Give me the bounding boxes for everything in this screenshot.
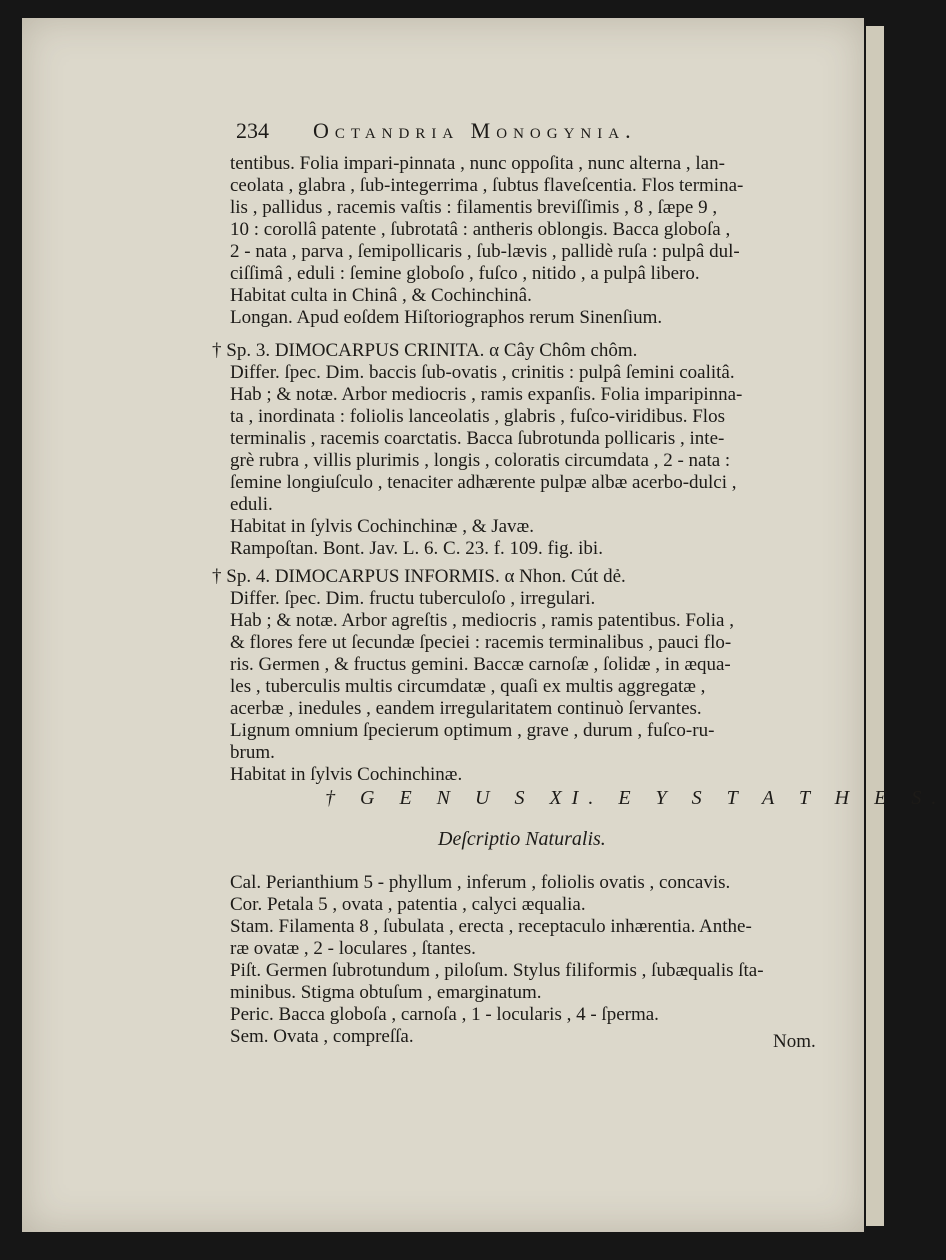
text-line: ris. Germen , & fructus gemini. Baccæ carnoſæ , ſolidæ , in æqua- <box>230 654 731 675</box>
section-subheading: Deſcriptio Naturalis. <box>438 828 606 850</box>
text-line: Habitat in ſylvis Cochinchinæ. <box>230 764 463 785</box>
running-head <box>236 118 637 144</box>
text-line: ciſſimâ , eduli : ſemine globoſo , fuſco , nitido , a pulpâ libero. <box>230 263 700 284</box>
text-line: ſemine longiuſculo , tenaciter adhærente pulpæ albæ acerbo-dulci , <box>230 472 737 493</box>
text-line: Habitat in ſylvis Cochinchinæ , & Javæ. <box>230 516 534 537</box>
text-line: brum. <box>230 742 275 763</box>
description-line: minibus. Stigma obtuſum , emarginatum. <box>230 982 542 1003</box>
text-line: acerbæ , inedules , eandem irregularitatem continuò ſervantes. <box>230 698 702 719</box>
text-line: Habitat culta in Chinâ , & Cochinchinâ. <box>230 285 532 306</box>
next-page-edge <box>866 26 884 1226</box>
description-line: Sem. Ovata , compreſſa. <box>230 1026 414 1047</box>
text-line: Differ. ſpec. Dim. fructu tuberculoſo , irregulari. <box>230 588 596 609</box>
description-line: Peric. Bacca globoſa , carnoſa , 1 - locularis , 4 - ſperma. <box>230 1004 659 1025</box>
description-line: ræ ovatæ , 2 - loculares , ſtantes. <box>230 938 476 959</box>
description-line: Cor. Petala 5 , ovata , patentia , calyci æqualia. <box>230 894 586 915</box>
text-line: Hab ; & notæ. Arbor agreſtis , mediocris , ramis patentibus. Folia , <box>230 610 734 631</box>
catchword: Nom. <box>773 1031 816 1052</box>
species-heading: † Sp. 3. DIMOCARPUS CRINITA. α Cây Chôm chôm. <box>212 340 638 361</box>
text-line: les , tuberculis multis circumdatæ , quaſi ex multis aggregatæ , <box>230 676 706 697</box>
text-line: Lignum omnium ſpecierum optimum , grave , durum , fuſco-ru- <box>230 720 715 741</box>
text-line: eduli. <box>230 494 273 515</box>
page-number: 234 <box>236 118 269 143</box>
text-line: tentibus. Folia impari-pinnata , nunc oppoſita , nunc alterna , lan- <box>230 153 725 174</box>
text-line: Hab ; & notæ. Arbor mediocris , ramis expanſis. Folia imparipinna- <box>230 384 743 405</box>
text-line: ceolata , glabra , ſub-integerrima , ſubtus flaveſcentia. Flos termina- <box>230 175 744 196</box>
text-line: Differ. ſpec. Dim. baccis ſub-ovatis , crinitis : pulpâ ſemini coalitâ. <box>230 362 735 383</box>
text-line: terminalis , racemis coarctatis. Bacca ſubrotunda pollicaris , inte- <box>230 428 725 449</box>
text-line: Longan. Apud eoſdem Hiſtoriographos rerum Sinenſium. <box>230 307 663 328</box>
text-line: lis , pallidus , racemis vaſtis : filamentis breviſſimis , 8 , ſæpe 9 , <box>230 197 718 218</box>
text-line: ta , inordinata : foliolis lanceolatis , glabris , fuſco-viridibus. Flos <box>230 406 725 427</box>
text-line: grè rubra , villis plurimis , longis , coloratis circumdata , 2 - nata : <box>230 450 731 471</box>
description-line: Piſt. Germen ſubrotundum , piloſum. Stylus filiformis , ſubæqualis ſta- <box>230 960 764 981</box>
description-line: Stam. Filamenta 8 , ſubulata , erecta , receptaculo inhærentia. Anthe- <box>230 916 752 937</box>
text-line: 10 : corollâ patente , ſubrotatâ : antheris oblongis. Bacca globoſa , <box>230 219 731 240</box>
genus-heading: † G E N U S XI. E Y S T A T H E S. <box>325 787 946 809</box>
species-heading: † Sp. 4. DIMOCARPUS INFORMIS. α Nhon. Cút dẻ. <box>212 566 626 587</box>
text-line: 2 - nata , parva , ſemipollicaris , ſub-lævis , pallidè ruſa : pulpâ dul- <box>230 241 740 262</box>
description-line: Cal. Perianthium 5 - phyllum , inferum , foliolis ovatis , concavis. <box>230 872 731 893</box>
text-line: & flores fere ut ſecundæ ſpeciei : racemis terminalibus , pauci flo- <box>230 632 732 653</box>
text-line: Rampoſtan. Bont. Jav. L. 6. C. 23. f. 109. fig. ibi. <box>230 538 603 559</box>
running-title: Octandria Monogynia. <box>313 118 637 143</box>
